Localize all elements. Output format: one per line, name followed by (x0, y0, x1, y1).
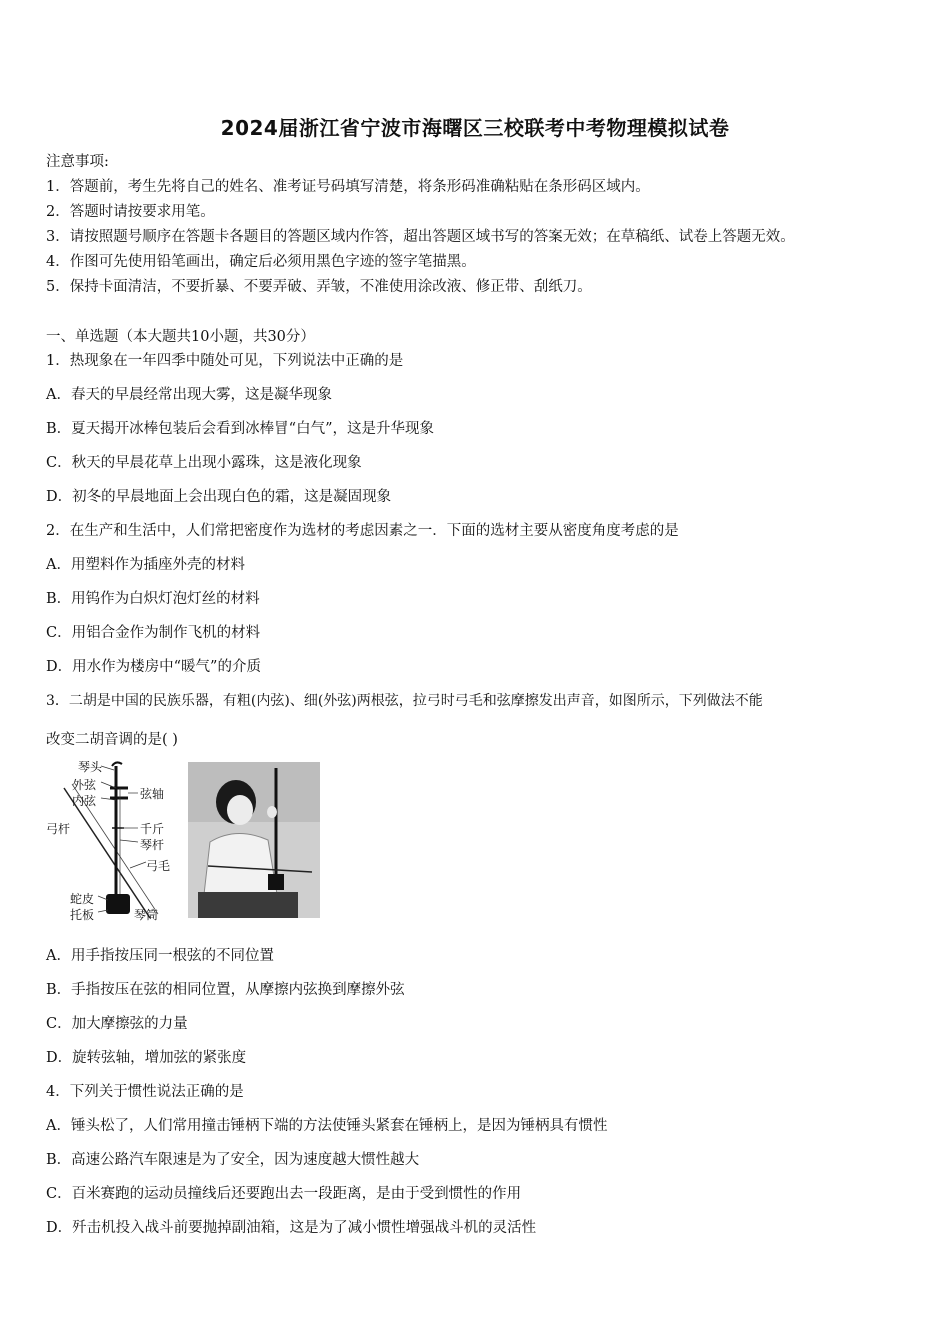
question-option: D．旋转弦轴，增加弦的紧张度 (46, 1050, 247, 1066)
question-option: C．百米赛跑的运动员撞线后还要跑出去一段距离，是由于受到惯性的作用 (46, 1186, 522, 1202)
question-stem: 1．热现象在一年四季中随处可见，下列说法中正确的是 (46, 353, 404, 369)
question-option: C．加大摩擦弦的力量 (46, 1016, 188, 1032)
question-option: B．用钨作为白炽灯泡灯丝的材料 (46, 591, 260, 607)
section-heading: 一、单选题（本大题共10小题，共30分） (46, 329, 315, 345)
question-option: B．手指按压在弦的相同位置，从摩擦内弦换到摩擦外弦 (46, 982, 405, 998)
label-qintou: 琴头 (78, 760, 103, 774)
question-stem: 3．二胡是中国的民族乐器，有粗(内弦)、细(外弦)两根弦，拉弓时弓毛和弦摩擦发出声音，如图所示，下列做法不能 (46, 693, 763, 709)
question-option: D．歼击机投入战斗前要抛掉副油箱，这是为了减小惯性增强战斗机的灵活性 (46, 1220, 537, 1236)
notice-item: 3．请按照题号顺序在答题卡各题目的答题区域内作答，超出答题区域书写的答案无效；在草稿纸、试卷上答题无效。 (46, 229, 795, 245)
question-option: D．用水作为楼房中“暖气”的介质 (46, 659, 261, 675)
question-option: D．初冬的早晨地面上会出现白色的霜，这是凝固现象 (46, 489, 392, 505)
question-stem-continued: 改变二胡音调的是( ) (46, 732, 178, 748)
label-gonggan: 弓杆 (46, 822, 71, 836)
question-option: A．春天的早晨经常出现大雾，这是凝华现象 (46, 387, 332, 403)
erhu-player-photo-drawing (188, 762, 320, 918)
label-gongmao: 弓毛 (146, 859, 171, 873)
question-stem: 4．下列关于惯性说法正确的是 (46, 1084, 244, 1100)
notice-heading: 注意事项: (46, 154, 109, 170)
label-waixian: 外弦 (72, 778, 97, 792)
label-qingan: 琴杆 (140, 838, 165, 852)
question-option: C．用铝合金作为制作飞机的材料 (46, 625, 261, 641)
erhu-diagram (46, 758, 181, 923)
label-shepi: 蛇皮 (70, 892, 95, 906)
question-option: A．锤头松了，人们常用撞击锤柄下端的方法使锤头紧套在锤柄上，是因为锤柄具有惯性 (46, 1118, 608, 1134)
question-option: C．秋天的早晨花草上出现小露珠，这是液化现象 (46, 455, 362, 471)
question-option: A．用塑料作为插座外壳的材料 (46, 557, 245, 573)
label-qintong: 琴筒 (134, 908, 159, 922)
label-xianzhou: 弦轴 (140, 787, 165, 801)
label-qianjin: 千斤 (140, 822, 165, 836)
label-tuoban: 托板 (70, 908, 95, 922)
question-option: B．高速公路汽车限速是为了安全，因为速度越大惯性越大 (46, 1152, 420, 1168)
notice-item: 4．作图可先使用铅笔画出，确定后必须用黑色字迹的签字笔描黑。 (46, 254, 476, 270)
notice-item: 1．答题前，考生先将自己的姓名、准考证号码填写清楚，将条形码准确粘贴在条形码区域内。 (46, 179, 650, 195)
notice-item: 2．答题时请按要求用笔。 (46, 204, 215, 220)
page-title: 2024届浙江省宁波市海曙区三校联考中考物理模拟试卷 (220, 116, 730, 140)
notice-item: 5．保持卡面清洁，不要折暴、不要弄破、弄皱，不准使用涂改液、修正带、刮纸刀。 (46, 279, 592, 295)
question-option: B．夏天揭开冰棒包装后会看到冰棒冒“白气”，这是升华现象 (46, 421, 434, 437)
question-stem: 2．在生产和生活中，人们常把密度作为选材的考虑因素之一．下面的选材主要从密度角度考虑的是 (46, 523, 679, 539)
question-option: A．用手指按压同一根弦的不同位置 (46, 948, 274, 964)
label-neixian: 内弦 (72, 794, 97, 808)
erhu-player-photo (188, 762, 320, 918)
